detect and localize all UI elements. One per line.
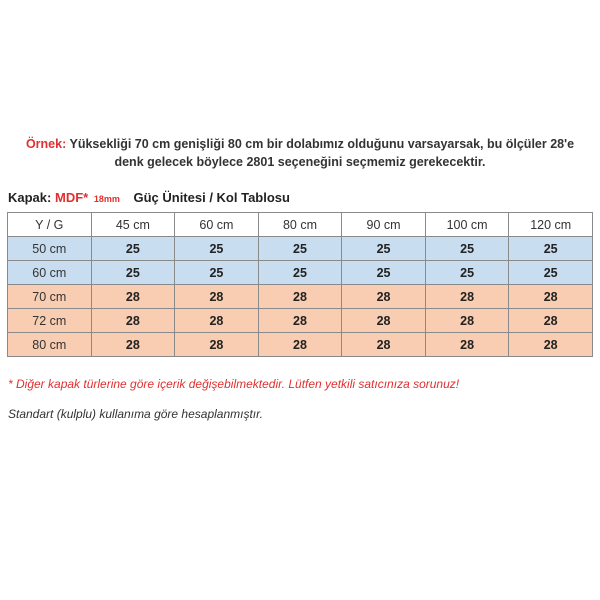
table-cell: 28	[342, 333, 426, 357]
column-header: 100 cm	[425, 213, 509, 237]
table-cell: 25	[342, 261, 426, 285]
kapak-label: Kapak:	[8, 190, 52, 205]
table-cell: 28	[91, 285, 175, 309]
table-cell: 28	[509, 333, 593, 357]
table-row	[8, 237, 593, 261]
table-cell: 28	[425, 333, 509, 357]
row-header: 80 cm	[8, 333, 92, 357]
table-cell: 25	[342, 237, 426, 261]
table-cell: 28	[425, 309, 509, 333]
table-cell: 25	[258, 237, 342, 261]
table-header-row	[8, 213, 593, 237]
table-cell: 28	[91, 333, 175, 357]
table-cell: 28	[175, 333, 259, 357]
table-cell: 25	[509, 237, 593, 261]
table-cell: 28	[342, 285, 426, 309]
column-header: 60 cm	[175, 213, 259, 237]
table-cell: 25	[258, 261, 342, 285]
mdf-label: MDF*	[54, 190, 89, 205]
table-cell: 25	[175, 261, 259, 285]
column-header: 90 cm	[342, 213, 426, 237]
thickness-label: 18mm	[93, 194, 120, 204]
table-cell: 28	[509, 309, 593, 333]
table-row	[8, 261, 593, 285]
table-row	[8, 309, 593, 333]
row-header: 50 cm	[8, 237, 92, 261]
table-cell: 25	[425, 237, 509, 261]
column-header: 120 cm	[509, 213, 593, 237]
table-cell: 25	[425, 261, 509, 285]
table-cell: 28	[175, 309, 259, 333]
table-cell: 28	[342, 309, 426, 333]
table-row	[8, 285, 593, 309]
table-cell: 28	[175, 285, 259, 309]
column-header: 45 cm	[91, 213, 175, 237]
table-cell: 28	[258, 285, 342, 309]
corner-header: Y / G	[8, 213, 92, 237]
table-cell: 25	[91, 237, 175, 261]
table-title: Güç Ünitesi / Kol Tablosu	[133, 190, 290, 205]
row-header: 60 cm	[8, 261, 92, 285]
table-row	[8, 333, 593, 357]
table-cell: 28	[91, 309, 175, 333]
table-heading	[8, 190, 290, 205]
table-cell: 28	[509, 285, 593, 309]
size-table	[7, 212, 593, 357]
table-cell: 28	[258, 333, 342, 357]
table-cell: 28	[258, 309, 342, 333]
table-cell: 25	[175, 237, 259, 261]
example-note-text: Yüksekliği 70 cm genişliği 80 cm bir dolabımız olduğunu varsayarsak, bu ölçüler 28'e denk gelecek böylece 2801 seçeneğini seçmemiz gerekecektir.	[66, 137, 575, 169]
example-note-label: Örnek:	[25, 137, 67, 151]
table-cell: 25	[91, 261, 175, 285]
warning-note: * Diğer kapak türlerine göre içerik değişebilmektedir. Lütfen yetkili satıcınıza sorunuz!	[8, 377, 460, 391]
example-note	[10, 135, 590, 171]
footer-note: Standart (kulplu) kullanıma göre hesaplanmıştır.	[8, 407, 264, 421]
table-cell: 28	[425, 285, 509, 309]
row-header: 72 cm	[8, 309, 92, 333]
table-cell: 25	[509, 261, 593, 285]
column-header: 80 cm	[258, 213, 342, 237]
row-header: 70 cm	[8, 285, 92, 309]
